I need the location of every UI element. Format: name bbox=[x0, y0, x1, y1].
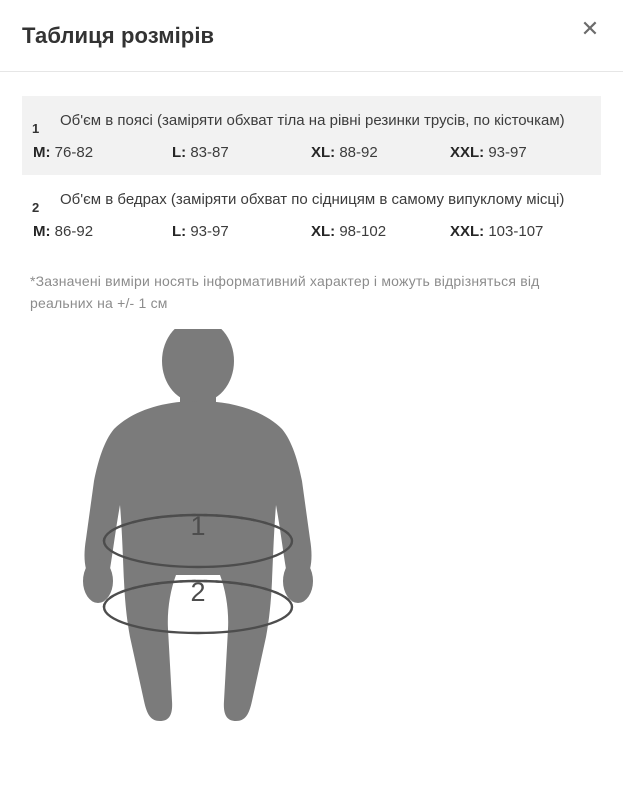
male-body-silhouette-icon bbox=[18, 329, 378, 724]
size-cell-m bbox=[33, 144, 172, 161]
measurement-row-2-top bbox=[32, 189, 589, 215]
size-label-xl: XL: bbox=[311, 223, 336, 240]
size-value-l: 93-97 bbox=[190, 223, 229, 240]
measurement-row-1-top bbox=[32, 110, 589, 136]
size-value-xxl: 103-107 bbox=[488, 223, 544, 240]
measurement-row-1-sizes bbox=[32, 144, 589, 161]
close-icon[interactable]: ✕ bbox=[577, 16, 603, 42]
size-value-xl: 98-102 bbox=[339, 223, 387, 240]
disclaimer-note: *Зазначені виміри носять інформативний характер і можуть відрізняться від реальних на +/- 1 см bbox=[30, 273, 540, 312]
measurement-row-2-description: Об'єм в бедрах (заміряти обхват по сідницям в самому випуклому місці) bbox=[60, 191, 565, 208]
size-cell-xxl bbox=[450, 223, 589, 240]
size-value-m: 76-82 bbox=[54, 144, 94, 161]
measurement-row-1 bbox=[22, 96, 601, 175]
measurement-list bbox=[0, 72, 623, 254]
size-cell-xl bbox=[311, 223, 450, 240]
size-label-l: L: bbox=[172, 223, 187, 240]
figure-marker-2: 2 bbox=[190, 576, 206, 607]
measurement-row-1-description: Об'єм в поясі (заміряти обхват тіла на рівні резинки трусів, по кісточкам) bbox=[60, 112, 565, 129]
measurement-row-2-sizes bbox=[32, 223, 589, 240]
size-value-m: 86-92 bbox=[54, 223, 94, 240]
size-label-xxl: XXL: bbox=[450, 223, 485, 240]
measurement-row-1-index: 1 bbox=[32, 121, 40, 136]
measurement-row-2-index: 2 bbox=[32, 200, 40, 215]
size-cell-xl bbox=[311, 144, 450, 161]
size-cell-m bbox=[33, 223, 172, 240]
size-label-l: L: bbox=[172, 144, 187, 161]
size-value-xxl: 93-97 bbox=[488, 144, 527, 161]
size-label-xl: XL: bbox=[311, 144, 336, 161]
measurement-row-2 bbox=[22, 175, 601, 254]
size-cell-xxl bbox=[450, 144, 589, 161]
modal-header bbox=[0, 0, 623, 72]
size-cell-l bbox=[172, 223, 311, 240]
figure-marker-1: 1 bbox=[190, 510, 206, 541]
page-title: Таблиця розмірів bbox=[22, 22, 215, 48]
body-measurement-figure bbox=[0, 329, 623, 724]
size-label-xxl: XXL: bbox=[450, 144, 485, 161]
size-label-m: M: bbox=[33, 144, 51, 161]
size-cell-l bbox=[172, 144, 311, 161]
size-value-l: 83-87 bbox=[190, 144, 229, 161]
size-value-xl: 88-92 bbox=[339, 144, 378, 161]
size-label-m: M: bbox=[33, 223, 51, 240]
